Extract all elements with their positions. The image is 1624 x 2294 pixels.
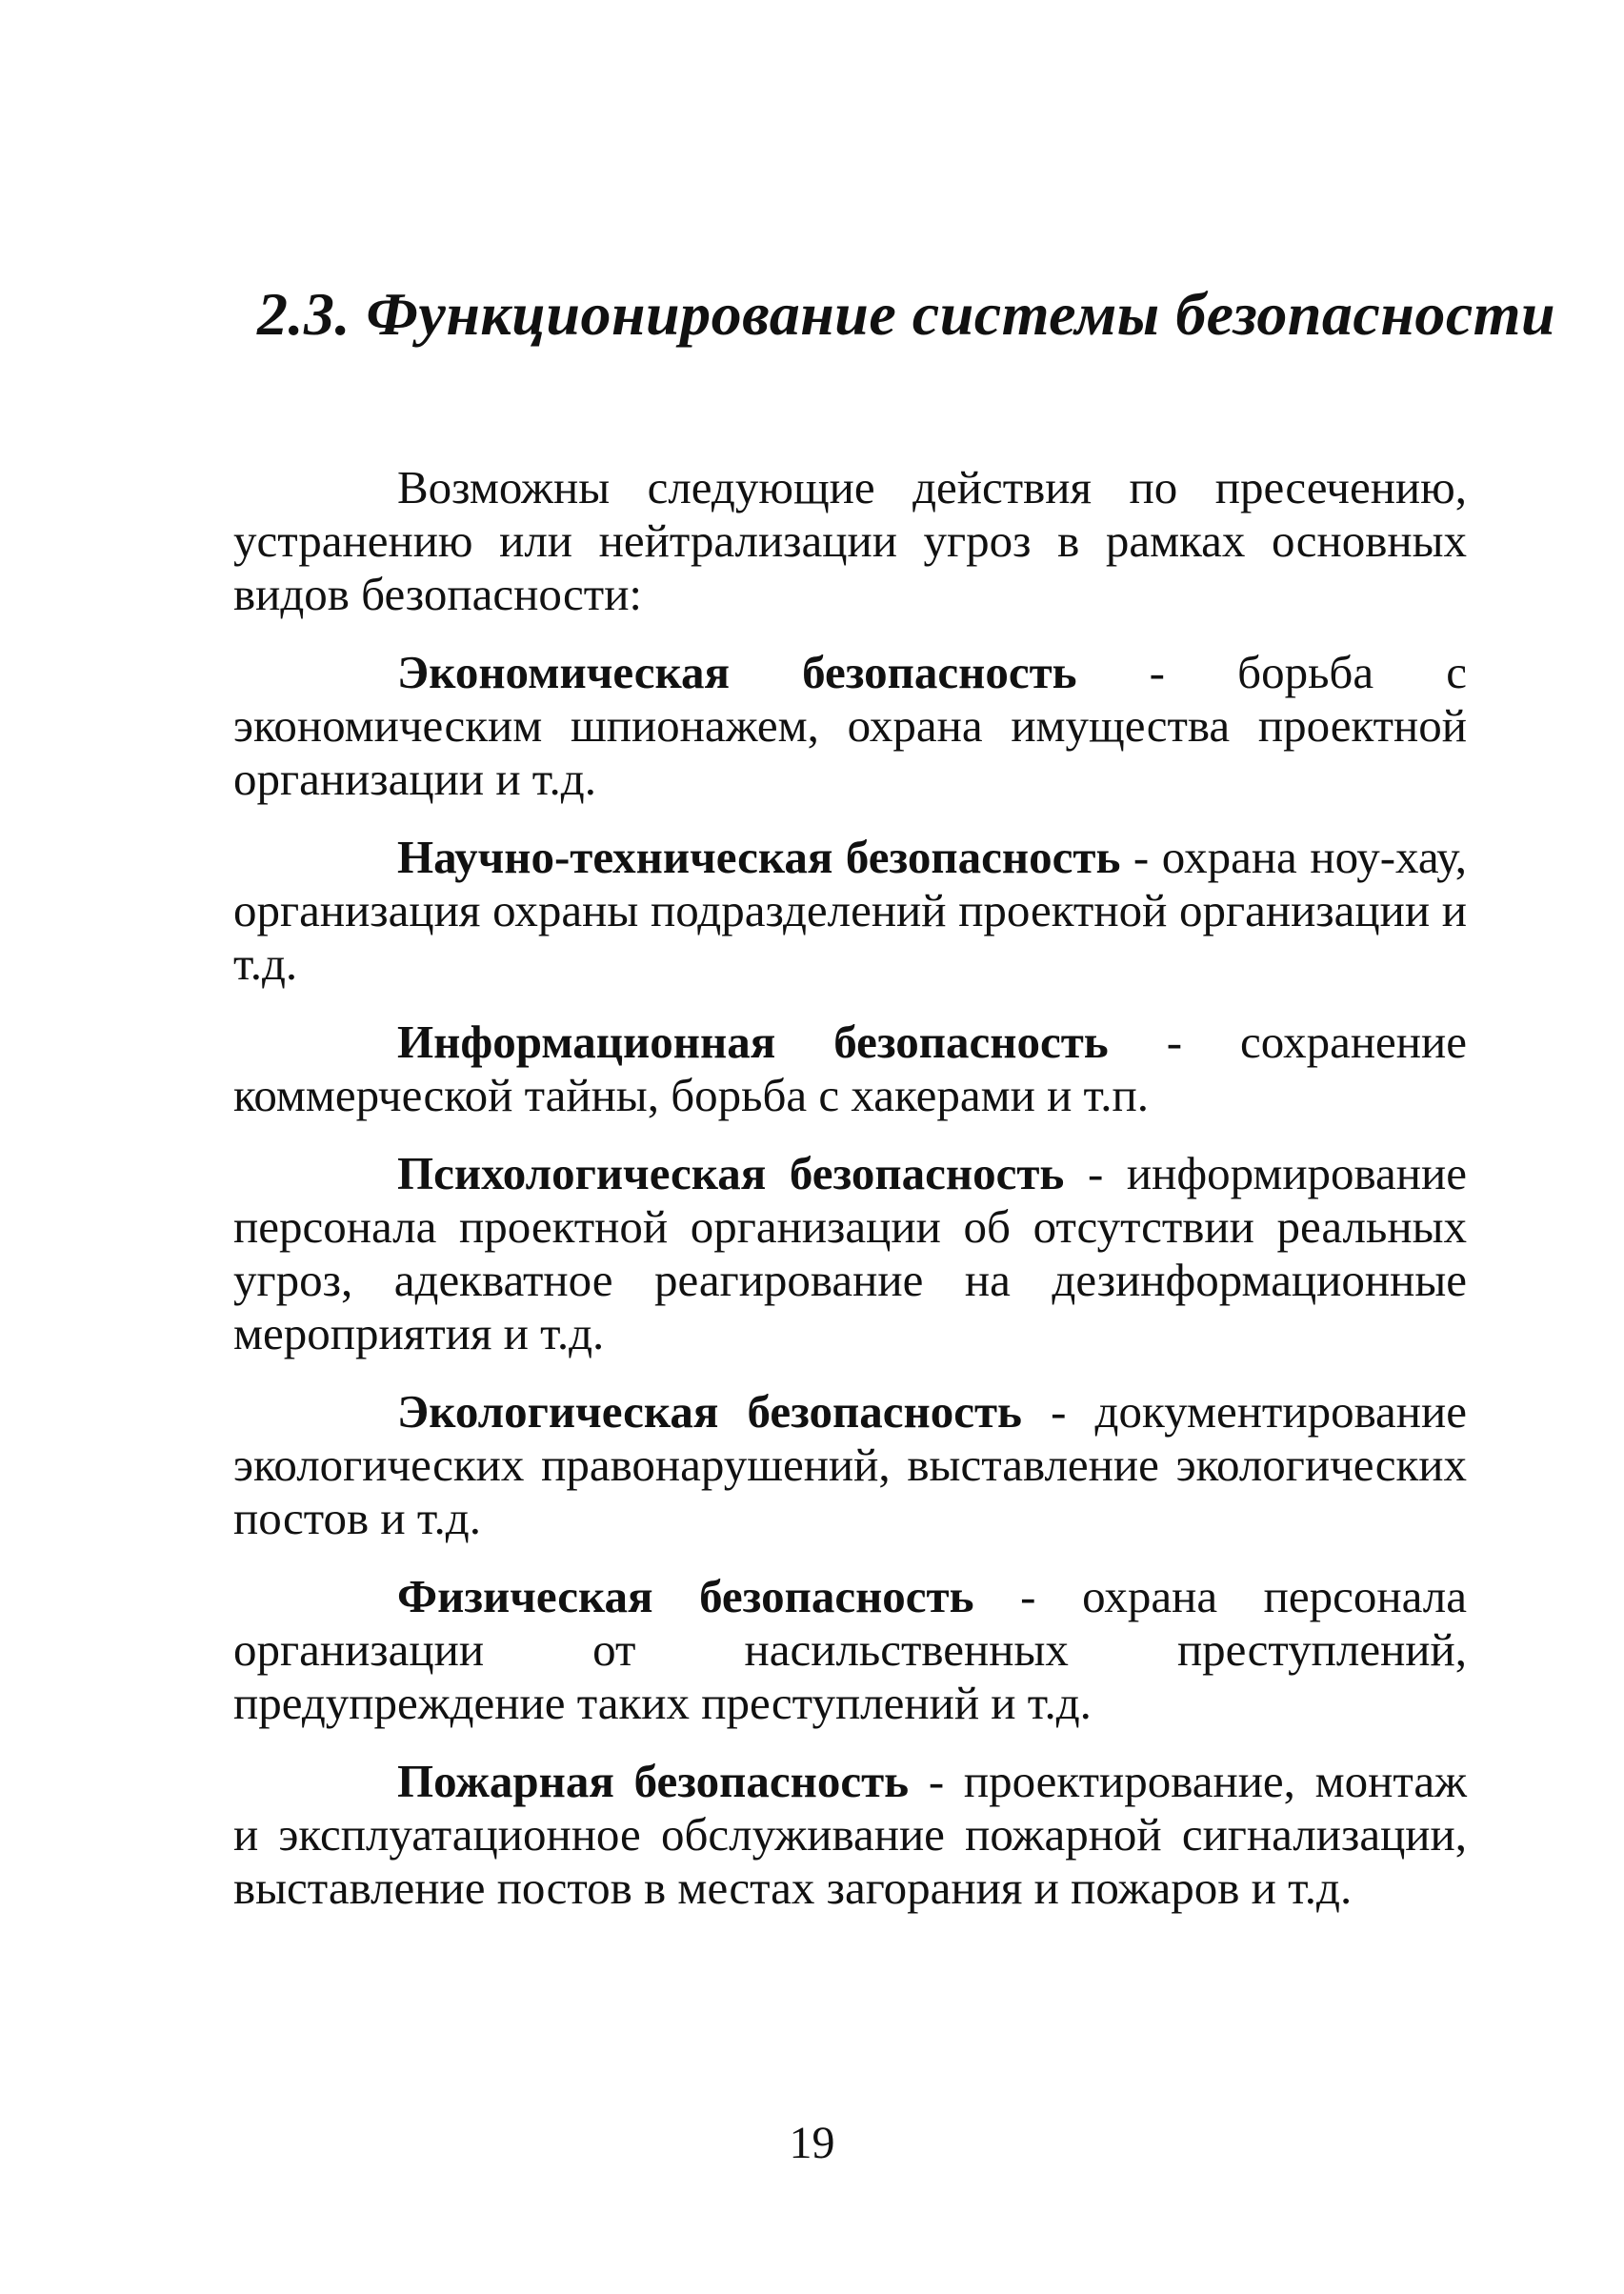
term-information-security: Информационная безопасность — [397, 1016, 1109, 1068]
term-physical-security: Физическая безопасность — [397, 1570, 974, 1622]
description-physical-security: - охрана персонала организации от насильственных преступлений, предупреждение таких преступлений и т.д. — [233, 1570, 1467, 1729]
description-scientific-technical-security: - охрана ноу-хау, организация охраны подразделений проектной организации и т.д. — [233, 831, 1467, 990]
body-text — [233, 461, 1467, 1940]
paragraph-psychological-security — [233, 1147, 1467, 1360]
paragraph-economic-security — [233, 646, 1467, 806]
term-ecological-security: Экологическая безопасность — [397, 1385, 1022, 1438]
paragraph-fire-security — [233, 1755, 1467, 1915]
intro-paragraph: Возможны следующие действия по пресечению, устранению или нейтрализации угроз в рамках основных видов безопасности: — [233, 461, 1467, 620]
paragraph-scientific-technical-security — [233, 831, 1467, 991]
paragraph-information-security — [233, 1016, 1467, 1122]
description-economic-security: - борьба с экономическим шпионажем, охрана имущества проектной организации и т.д. — [233, 646, 1467, 805]
description-information-security: - сохранение коммерческой тайны, борьба с хакерами и т.п. — [233, 1016, 1467, 1121]
term-psychological-security: Психологическая безопасность — [397, 1147, 1065, 1199]
term-fire-security: Пожарная безопасность — [397, 1755, 910, 1807]
description-psychological-security: - информирование персонала проектной организации об отсутствии реальных угроз, адекватное реагирование на дезинформационные мероприятия и т.д. — [233, 1147, 1467, 1359]
section-heading: 2.3. Функционирование системы безопасности — [257, 280, 1556, 348]
paragraph-ecological-security — [233, 1385, 1467, 1545]
page-number: 19 — [789, 2118, 835, 2168]
description-ecological-security: - документирование экологических правонарушений, выставление экологических постов и т.д. — [233, 1385, 1468, 1544]
description-fire-security: - проектирование, монтаж и эксплуатационное обслуживание пожарной сигнализации, выставление постов в местах загорания и пожаров и т.д. — [233, 1755, 1467, 1914]
term-economic-security: Экономическая безопасность — [397, 646, 1077, 698]
term-scientific-technical-security: Научно-техническая безопасность — [397, 831, 1121, 883]
paragraph-physical-security — [233, 1570, 1467, 1730]
